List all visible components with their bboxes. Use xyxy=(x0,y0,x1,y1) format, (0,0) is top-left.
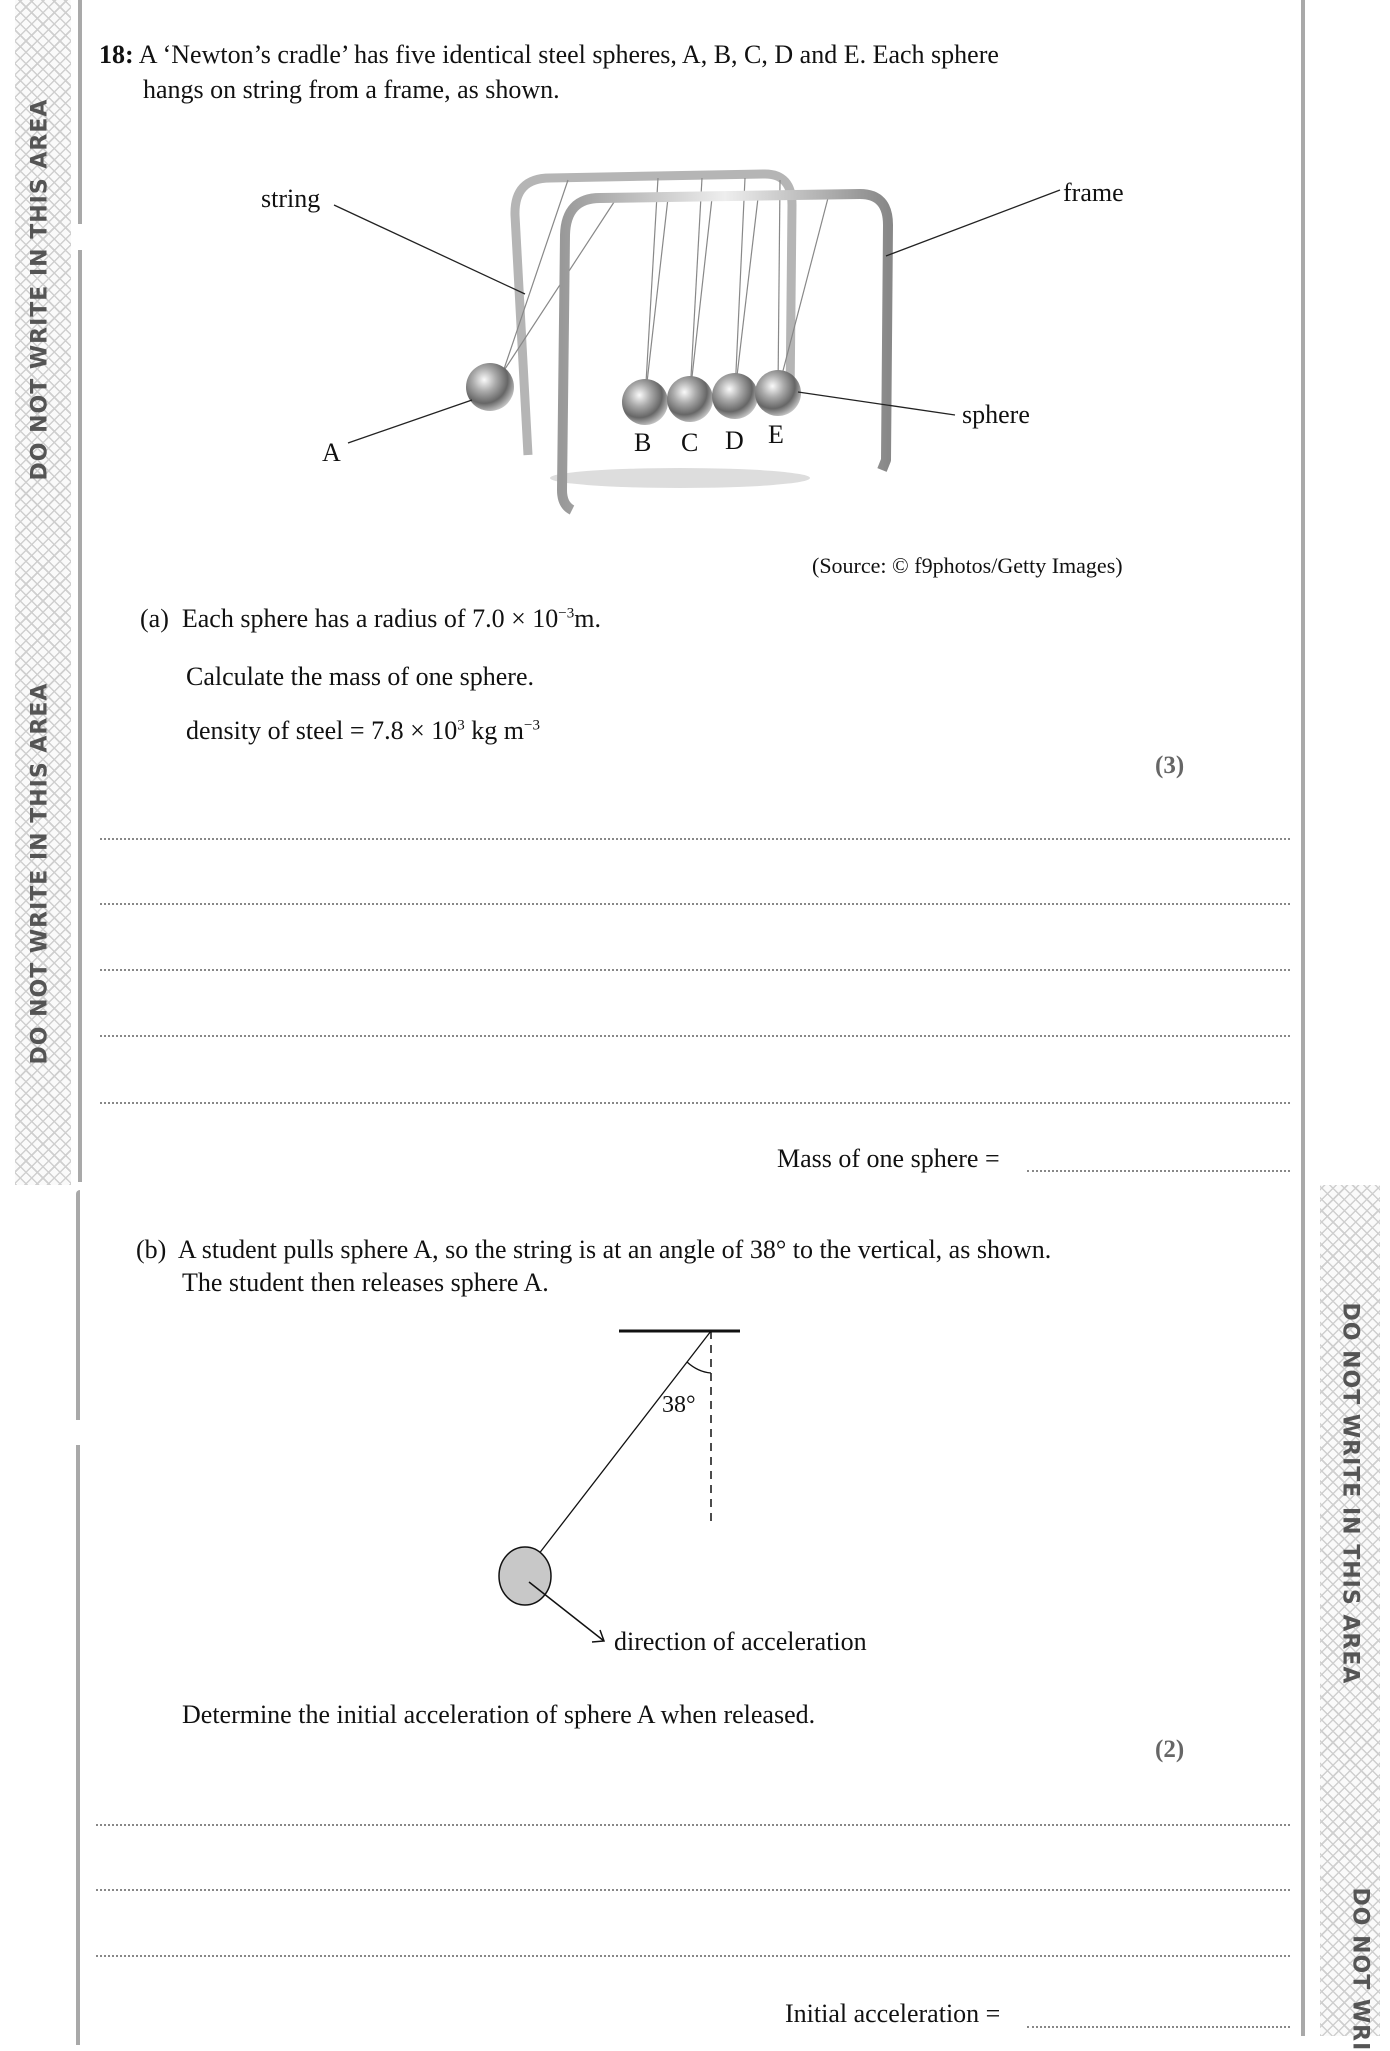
label-d: D xyxy=(725,426,744,455)
part-b-instruction: Determine the initial acceleration of sphere A when released. xyxy=(182,1700,816,1729)
question-number: 18: xyxy=(99,40,134,69)
part-b-label: (b) xyxy=(136,1235,167,1264)
part-a-label: (a) xyxy=(140,604,169,633)
part-b-line1: A student pulls sphere A, so the string is at an angle of 38° to the vertical, as shown. xyxy=(177,1235,1052,1264)
sphere-b xyxy=(622,379,668,425)
sphere-c xyxy=(667,376,713,422)
answer-line[interactable] xyxy=(100,969,1290,971)
mass-answer-label: Mass of one sphere = xyxy=(777,1144,1000,1173)
leader-a xyxy=(348,400,472,443)
margin-warning: DO NOT WRI xyxy=(1347,1887,1373,2051)
label-e: E xyxy=(768,420,784,449)
string-line xyxy=(538,1331,711,1555)
angle-label: 38° xyxy=(662,1392,696,1418)
sphere-e xyxy=(755,370,801,416)
part-b-marks: (2) xyxy=(1155,1736,1185,1763)
mass-answer-field[interactable] xyxy=(1027,1170,1290,1172)
density-unit: kg m xyxy=(471,716,524,745)
radius-unit: m. xyxy=(574,604,601,633)
label-c: C xyxy=(681,428,699,457)
radius-exponent: −3 xyxy=(558,605,575,622)
leader-sphere xyxy=(798,392,955,415)
density-unit-exponent: −3 xyxy=(523,717,540,734)
angle-arc xyxy=(687,1362,711,1373)
sphere-a xyxy=(499,1547,551,1605)
image-source: (Source: © f9photos/Getty Images) xyxy=(812,553,1123,578)
strings xyxy=(503,178,828,400)
part-a-marks: (3) xyxy=(1155,752,1185,779)
leader-string xyxy=(334,205,525,294)
part-a-statement xyxy=(140,604,601,634)
acceleration-answer-label: Initial acceleration = xyxy=(785,1999,1001,2028)
radius-text: Each sphere has a radius of 7.0 × 10 xyxy=(181,604,559,633)
label-frame: frame xyxy=(1063,178,1124,207)
pendulum-diagram xyxy=(0,1300,1390,1680)
intro-text-line2: hangs on string from a frame, as shown. xyxy=(143,75,560,104)
label-sphere: sphere xyxy=(962,400,1030,429)
intro-text: A ‘Newton’s cradle’ has five identical steel spheres, A, B, C, D and E. Each sphere xyxy=(138,40,999,69)
margin-warning: DO NOT WRITE IN THIS AREA xyxy=(27,682,53,1065)
label-b: B xyxy=(634,428,652,457)
label-string: string xyxy=(261,184,321,213)
sphere-a xyxy=(466,363,514,411)
shadow xyxy=(550,468,810,488)
answer-line[interactable] xyxy=(96,1889,1290,1891)
density-text: density of steel = 7.8 × 10 xyxy=(186,716,458,745)
acceleration-arrow xyxy=(529,1582,604,1641)
newtons-cradle-figure xyxy=(0,0,1390,600)
frame-front xyxy=(562,194,888,510)
part-b-statement xyxy=(136,1235,1051,1265)
answer-line[interactable] xyxy=(100,903,1290,905)
acceleration-answer-field[interactable] xyxy=(1027,2026,1290,2028)
answer-line[interactable] xyxy=(100,838,1290,840)
label-a: A xyxy=(322,438,341,467)
margin-warning: DO NOT WRITE IN THIS AREA xyxy=(1337,1302,1363,1685)
sphere-d xyxy=(712,373,758,419)
margin-warning: DO NOT WRITE IN THIS AREA xyxy=(27,98,53,481)
density-given xyxy=(186,716,540,746)
leader-frame xyxy=(886,190,1060,256)
part-a-instruction: Calculate the mass of one sphere. xyxy=(186,662,534,691)
density-exponent: 3 xyxy=(457,717,465,734)
answer-line[interactable] xyxy=(100,1102,1290,1104)
part-b-line2: The student then releases sphere A. xyxy=(182,1268,549,1297)
answer-line[interactable] xyxy=(96,1955,1290,1957)
answer-line[interactable] xyxy=(96,1824,1290,1826)
answer-line[interactable] xyxy=(100,1035,1290,1037)
acceleration-label: direction of acceleration xyxy=(614,1627,867,1656)
